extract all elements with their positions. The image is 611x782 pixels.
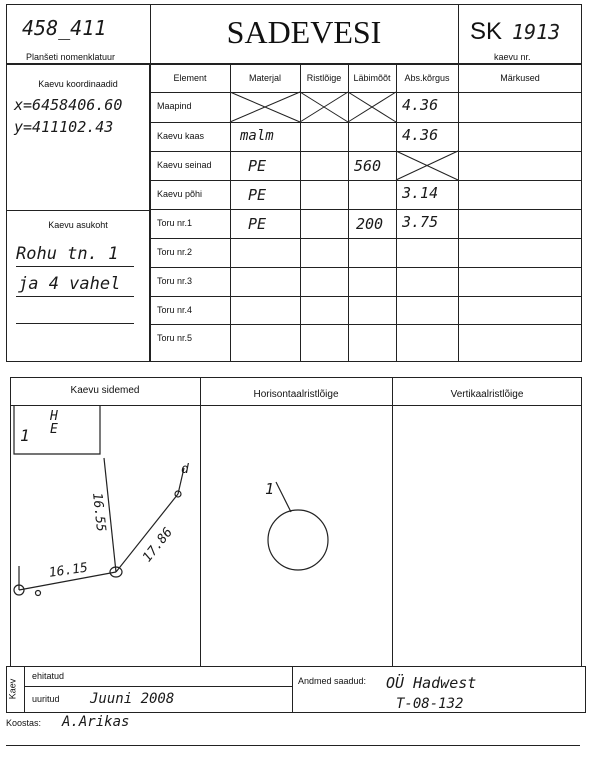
table-row: Toru nr.1 [157,218,193,228]
col-abs: Abs.kõrgus [404,73,450,83]
cell-abs: 4.36 [402,126,439,144]
table-row: Maapind [157,101,192,111]
well-number-label: kaevu nr. [494,52,531,62]
horizontal-label: 1 [265,480,275,498]
table-row: Kaevu kaas [157,131,205,141]
table-row: Kaevu seinad [157,160,212,170]
ehitatud-label: ehitatud [32,671,65,681]
location-line2: ja 4 vahel [18,274,121,294]
koostas-label: Koostas: [6,718,42,728]
table-row: Toru nr.3 [157,276,193,286]
distance-2: 17.86 [140,525,176,566]
uuritud-label: uuritud [32,694,60,704]
cell-labimoot: 560 [354,157,382,175]
andmed-label: Andmed saadud: [298,676,367,686]
coords-label: Kaevu koordinaadid [38,79,118,89]
col-materjal: Materjal [248,73,281,83]
cell-materjal: PE [248,157,267,175]
andmed-value-2: T-08-132 [396,696,464,712]
table-row: Toru nr.5 [157,333,193,343]
cell-abs: 3.75 [402,213,439,231]
cell-materjal: malm [240,128,274,144]
section-connections: Kaevu sidemed [70,385,140,396]
section-horizontal: Horisontaalristlõige [253,389,339,400]
location-line1: Rohu tn. 1 [16,244,119,264]
well-number: 1913 [512,20,561,44]
cell-materjal: PE [248,215,267,233]
coord-y: y=411102.43 [14,118,114,136]
house-number: 1 [20,426,30,445]
col-markused: Märkused [500,73,540,83]
location-label: Kaevu asukoht [48,220,108,230]
cell-labimoot: 200 [356,215,384,233]
section-vertical: Vertikaalristlõige [450,389,524,400]
sheet-label: Planšeti nomenklatuur [26,52,116,62]
page-title: SADEVESI [226,14,382,50]
well-prefix: SK [470,18,503,45]
col-ristloige: Ristlõige [306,73,342,83]
andmed-value-1: OÜ Hadwest [386,674,477,692]
distance-3: 16.15 [48,560,89,581]
koostas-value: A.Arikas [62,714,130,730]
col-element: Element [173,73,207,83]
cell-abs: 3.14 [402,184,439,202]
kaev-label: Kaev [7,678,18,700]
node-label: d [181,462,189,477]
coord-x: x=6458406.60 [14,96,123,114]
distance-1: 16.55 [89,492,109,533]
house-tag: HE [50,409,58,437]
uuritud-value: Juuni 2008 [90,691,175,707]
table-row: Kaevu põhi [157,189,203,199]
table-row: Toru nr.4 [157,305,193,315]
col-labimoot: Läbimõõt [353,73,391,83]
cell-abs: 4.36 [402,96,439,114]
cell-materjal: PE [248,186,267,204]
table-row: Toru nr.2 [157,247,193,257]
sheet-number: 458_411 [22,16,107,40]
